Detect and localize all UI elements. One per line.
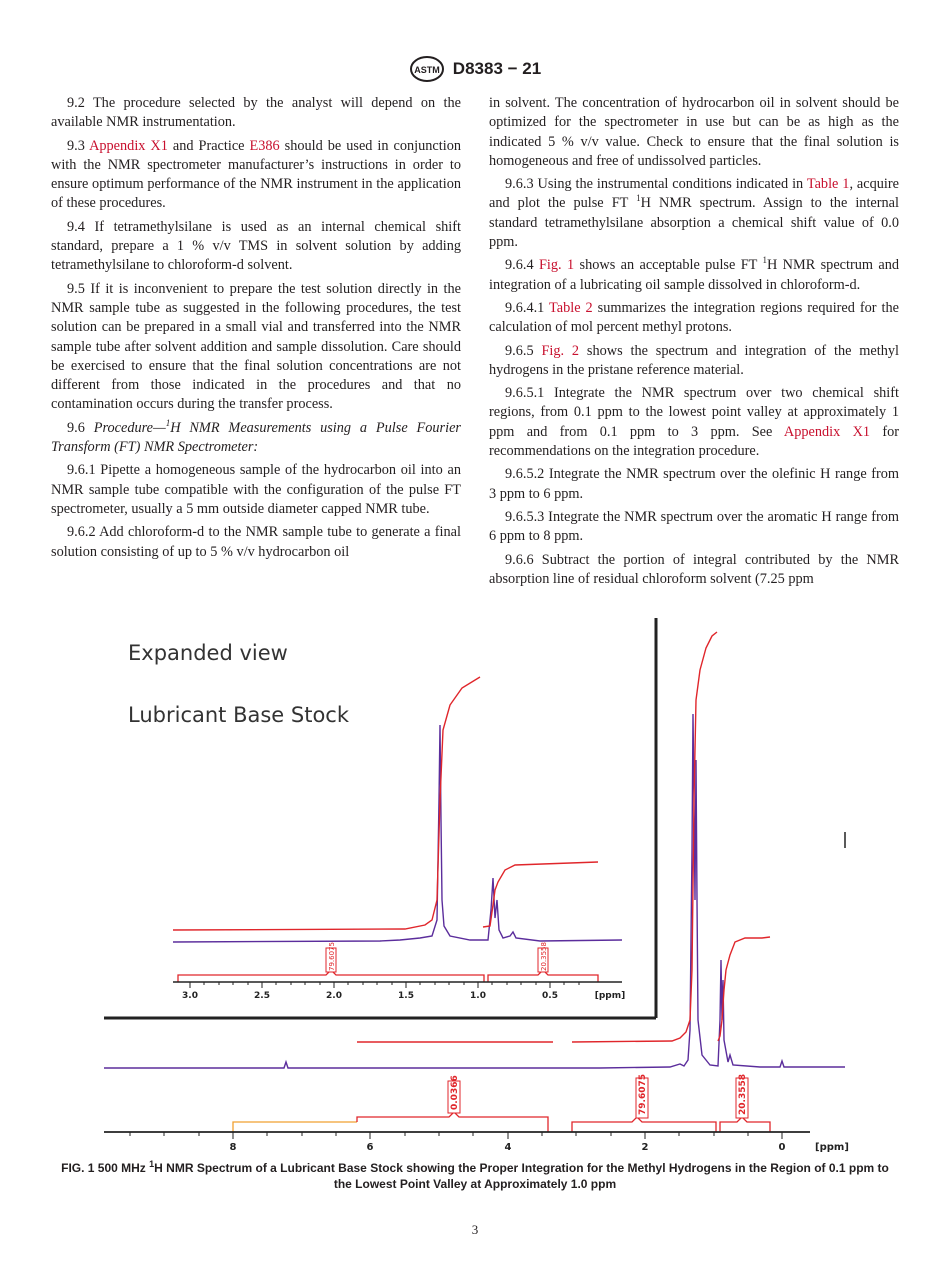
caption-sup: 1: [149, 1159, 155, 1169]
para-9-6-4-num: 9.6.4: [505, 257, 539, 274]
para-9-3-text-c: should be used in conjunction with the NMR spectrometer manufacturer’s instructions in order to ensure optimum performance of the NMR instrument in the application of these procedures.: [51, 137, 462, 212]
para-9-6-5-text: shows the spectrum and integration of the methyl hydrogens in the pristane reference material.: [489, 342, 900, 378]
para-9-6-4: [489, 256, 899, 295]
para-9-6-title-a: Procedure—: [93, 419, 166, 436]
svg-text:ASTM: ASTM: [414, 65, 440, 75]
para-9-6-2: 9.6.2 Add chloroform-d to the NMR sample tube to generate a final solution consisting of up to 5 % v/v hydrocarbon oil: [51, 524, 461, 560]
para-9-6-3-text-c: H NMR spectrum. Assign to the internal standard tetramethylsilane absorption a chemical shift value of 0.0 ppm.: [489, 195, 899, 251]
main-integral-label-2: 79.6075: [638, 1074, 648, 1115]
para-9-2: 9.2 The procedure selected by the analyst will depend on the available NMR instrumentation.: [51, 95, 461, 131]
main-tick-label-2: 2: [641, 1142, 649, 1153]
para-9-6-num: 9.6: [67, 419, 94, 436]
inset-axis-unit: [ppm]: [594, 991, 626, 1001]
main-integral-label-3: 20.3558: [738, 1074, 748, 1115]
inset-tick-label-3-0: 3.0: [182, 991, 198, 1001]
inset-tick-label-1-0: 1.0: [470, 991, 486, 1001]
para-9-6-3: [489, 175, 899, 252]
figure-caption: [60, 1160, 890, 1192]
para-9-6-sup: 1: [165, 417, 171, 428]
inset-tick-label-2-5: 2.5: [254, 991, 270, 1001]
fig-1-link[interactable]: Fig. 1: [538, 257, 575, 274]
astm-logo-icon: [409, 56, 445, 82]
appendix-x1-link[interactable]: Appendix X1: [89, 137, 168, 154]
para-9-6-4-text: shows an acceptable pulse FT: [574, 257, 763, 274]
main-integral-label-1: 0.0366: [450, 1075, 460, 1110]
para-9-3: [51, 137, 461, 214]
appendix-x1-link-2[interactable]: Appendix X1: [783, 423, 871, 440]
para-9-6-5-1-text-b: for recommendations on the integration procedure.: [489, 423, 900, 460]
para-9-6-1: 9.6.1 Pipette a homogeneous sample of the hydrocarbon oil into an NMR sample tube compatible with the configuration of the pulse FT spectrometer, usually a 5 mm outside diameter capped NMR tube.: [51, 462, 461, 517]
inset-integral-label-1: 79.6075: [328, 942, 336, 971]
para-9-6-3-sup: 1: [636, 193, 641, 204]
para-9-6-4-1-num: 9.6.4.1: [505, 299, 550, 316]
left-column: [51, 94, 461, 566]
para-9-4: 9.4 If tetramethylsilane is used as an internal chemical shift standard, prepare a 1 % v/v TMS in solvent solution by adding tetramethylsilane to chloroform-d solvent.: [51, 218, 461, 274]
para-9-6-5-2: 9.6.5.2 Integrate the NMR spectrum over the olefinic H range from 3 ppm to 6 ppm.: [489, 466, 899, 502]
inset-subtitle: Lubricant Base Stock: [128, 703, 350, 727]
table-2-link[interactable]: Table 2: [549, 299, 593, 316]
para-9-6-4-text-c: H NMR spectrum and integration of a lubricating oil sample dissolved in chloroform-d.: [489, 257, 900, 293]
para-9-6-5-1: [489, 384, 899, 461]
para-9-6-title: [51, 417, 461, 456]
para-9-6: [51, 419, 461, 458]
para-9-6-3-text: 9.6.3 Using the instrumental conditions indicated in: [505, 176, 807, 193]
main-bracket-3: [720, 1117, 770, 1132]
para-9-6-5-1-text: 9.6.5.1 Integrate the NMR spectrum over two chemical shift regions, from 0.1 ppm to the lowest point valley at approximately 1 ppm and from 0.1 ppm to 3 ppm. See: [489, 385, 899, 440]
main-tick-label-6: 6: [366, 1142, 374, 1153]
main-axis-ticks: [130, 1132, 782, 1139]
main-tick-label-8: 8: [229, 1142, 237, 1153]
para-9-6-5: [489, 342, 899, 381]
inset-integral-2: [483, 862, 598, 927]
caption-text-b: H NMR Spectrum of a Lubricant Base Stock showing the Proper Integration for the Methyl Hydrogens in the Region of 0.1 ppm to the Lowest Point Valley at Approximately 1.0 ppm: [154, 1161, 889, 1191]
page-number: 3: [471, 1222, 479, 1237]
main-axis-unit: [ppm]: [815, 1142, 849, 1153]
main-spectrum: [104, 714, 845, 1068]
para-9-6-4-1-text: summarizes the integration regions required for the calculation of mol percent methyl protons.: [489, 299, 899, 336]
para-9-6-3-text-b: , acquire and plot the pulse FT: [489, 176, 899, 212]
para-9-6-5-num: 9.6.5: [505, 342, 542, 359]
para-9-5: 9.5 If it is inconvenient to prepare the test solution directly in the NMR sample tube as suggested in the following procedures, the test solution can be prepared in a small vial and transferred into the NMR sample tube after solvent addition and sample dissolution. Care should be exercised to ensure that the final solution concentrations are not different from those indicated in the procedures and that no contamination occurs during the transfer process.: [51, 280, 461, 413]
para-9-6-2-cont: in solvent. The concentration of hydrocarbon oil in solvent should be optimized for the spectrometer in use but can be as high as the indicated 5 % v/v value. Check to ensure that the final solution is homogeneous and free of undissolved particles.: [489, 95, 899, 169]
para-9-6-title-b: H NMR Measurements using a Pulse Fourier Transform (FT) NMR Spectrometer:: [51, 419, 461, 456]
para-9-3-text-b: and Practice: [167, 137, 250, 154]
main-bracket-orange: [233, 1122, 357, 1132]
table-1-link[interactable]: Table 1: [806, 176, 850, 193]
para-9-6-4-1: [489, 299, 899, 338]
right-column: [489, 94, 899, 593]
para-9-6-4-sup: 1: [762, 255, 767, 266]
e386-link[interactable]: E386: [249, 137, 280, 154]
para-9-6-6: 9.6.6 Subtract the portion of integral contributed by the NMR absorption line of residual chloroform solvent (7.25 ppm: [489, 551, 899, 587]
nmr-figure: [0, 600, 950, 1160]
main-tick-label-4: 4: [504, 1142, 512, 1153]
main-tick-label-0: 0: [778, 1142, 786, 1153]
main-bracket-2: [572, 1117, 716, 1132]
inset-tick-label-0-5: 0.5: [542, 991, 558, 1001]
para-9-6-5-3: 9.6.5.3 Integrate the NMR spectrum over the aromatic H range from 6 ppm to 8 ppm.: [489, 508, 899, 545]
main-bracket-1: [357, 1112, 548, 1132]
page-header: [0, 56, 950, 82]
inset-tick-label-2-0: 2.0: [326, 991, 342, 1001]
inset-integral-label-2: 20.3558: [540, 942, 548, 971]
designation: D8383 − 21: [452, 59, 542, 78]
main-integral-2: [718, 937, 770, 1041]
caption-text-a: FIG. 1 500 MHz: [61, 1161, 150, 1175]
inset-spectrum: [173, 725, 622, 942]
inset-tick-label-1-5: 1.5: [398, 991, 414, 1001]
inset-axis-ticks: [190, 982, 579, 988]
para-9-3-text: 9.3: [67, 137, 90, 154]
inset-title: Expanded view: [128, 641, 288, 665]
fig-2-link[interactable]: Fig. 2: [541, 342, 580, 359]
